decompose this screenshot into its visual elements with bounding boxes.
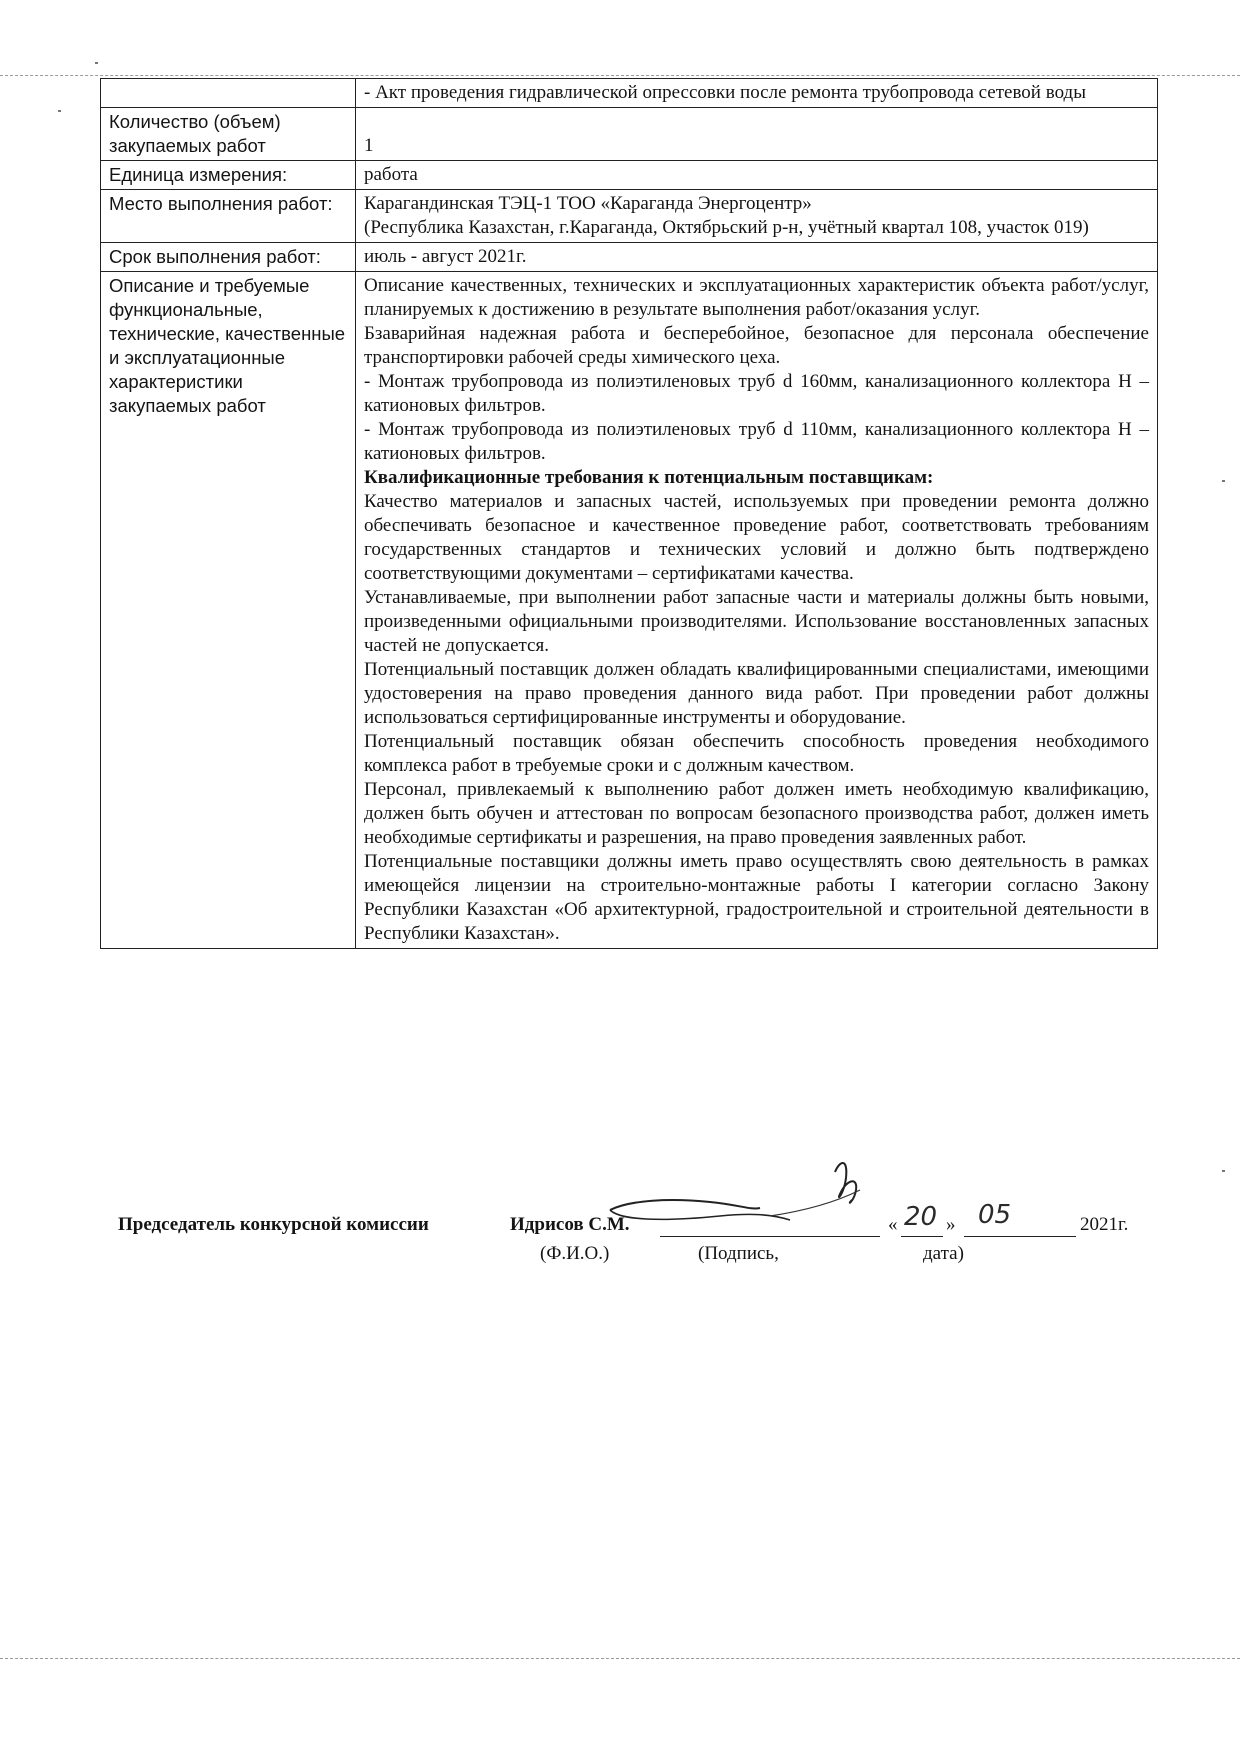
caption-sign: (Подпись,: [698, 1243, 779, 1264]
row-value: - Акт проведения гидравлической опрессовки после ремонта трубопровода сетевой воды: [356, 79, 1158, 108]
paragraph: Описание качественных, технических и эксплуатационных характеристик объекта работ/услуг, планируемых к достижению в результате выполнения работ/оказания услуг.: [364, 275, 1149, 320]
row-key-description: Описание и требуемые функциональные, технические, качественные и эксплуатационные характеристики закупаемых работ: [101, 272, 356, 949]
location-line: (Республика Казахстан, г.Караганда, Октябрьский р-н, учётный квартал 108, участок 019): [364, 217, 1089, 238]
row-key-location: Место выполнения работ:: [101, 190, 356, 243]
signer-name: Идрисов С.М.: [510, 1214, 630, 1235]
paragraph: Потенциальный поставщик обязан обеспечить способность проведения необходимого комплекса работ в требуемые сроки и с должным качеством.: [364, 731, 1149, 776]
row-key-quantity: Количество (объем) закупаемых работ: [101, 108, 356, 161]
quote-close: »: [946, 1214, 956, 1235]
scan-speck: [1222, 1170, 1225, 1172]
scan-speck: [95, 62, 98, 64]
requirements-table: [100, 78, 1158, 949]
scan-speck: [1222, 480, 1225, 482]
row-value-unit: работа: [356, 161, 1158, 190]
paragraph: Потенциальные поставщики должны иметь право осуществлять свою деятельность в рамках имеющейся лицензии на строительно-монтажные работы I категории согласно Закону Республики Казахстан «Об архитектурной, градостроительной и строительной деятельности в Республики Казахстан».: [364, 851, 1149, 944]
row-value-quantity: 1: [356, 108, 1158, 161]
paragraph: - Монтаж трубопровода из полиэтиленовых труб d 160мм, канализационного коллектора Н – катионовых фильтров.: [364, 371, 1149, 416]
table-row: [101, 190, 1158, 243]
row-value-location: [356, 190, 1158, 243]
caption-fio: (Ф.И.О.): [540, 1243, 610, 1264]
table-row: [101, 79, 1158, 108]
paragraph: Бзаварийная надежная работа и бесперебойное, безопасное для персонала обеспечение транспортировки рабочей среды химического цеха.: [364, 323, 1149, 368]
table-row: [101, 161, 1158, 190]
paragraph: Персонал, привлекаемый к выполнению работ должен иметь необходимую квалификацию, должен быть обучен и аттестован по вопросам безопасного производства работ, должен иметь необходимые сертификаты и разрешения, на право проведения заявленных работ.: [364, 779, 1149, 848]
paragraph: Потенциальный поставщик должен обладать квалифицированными специалистами, имеющими удостоверения на право проведения данного вида работ. При проведении работ должны использоваться сертифицированные инструменты и оборудование.: [364, 659, 1149, 728]
signature-line: [660, 1236, 880, 1237]
section-heading: Квалификационные требования к потенциальным поставщикам:: [364, 467, 934, 488]
row-key: [101, 79, 356, 108]
date-year: 2021г.: [1080, 1214, 1129, 1235]
row-value-deadline: июль - август 2021г.: [356, 243, 1158, 272]
row-key-unit: Единица измерения:: [101, 161, 356, 190]
day-line: [901, 1236, 943, 1237]
table-row: [101, 108, 1158, 161]
caption-date: дата): [923, 1243, 964, 1264]
row-key-deadline: Срок выполнения работ:: [101, 243, 356, 272]
signer-role: Председатель конкурсной комиссии: [118, 1214, 429, 1235]
paragraph: Устанавливаемые, при выполнении работ запасные части и материалы должны быть новыми, произведенными официальными производителями. Использование восстановленных запасных частей не допускается.: [364, 587, 1149, 656]
month-line: [964, 1236, 1076, 1237]
location-line: Карагандинская ТЭЦ-1 ТОО «Караганда Энергоцентр»: [364, 193, 812, 214]
table-row: [101, 272, 1158, 949]
date-month: 05: [978, 1200, 1012, 1230]
scan-edge-bottom: [0, 1658, 1240, 1659]
paragraph: Качество материалов и запасных частей, используемых при проведении ремонта должно обеспечивать безопасное и качественное проведение работ, соответствовать требованиям государственных стандартов и технических условий и должно быть подтверждено соответствующими документами – сертификатами качества.: [364, 491, 1149, 584]
signature-block: [118, 1200, 1148, 1244]
scan-speck: [58, 110, 61, 112]
date-day: 20: [904, 1202, 938, 1232]
scan-edge-top: [0, 75, 1240, 76]
paragraph: - Монтаж трубопровода из полиэтиленовых труб d 110мм, канализационного коллектора Н – катионовых фильтров.: [364, 419, 1149, 464]
table-row: [101, 243, 1158, 272]
row-value-description: [356, 272, 1158, 949]
quote-open: «: [888, 1214, 898, 1235]
